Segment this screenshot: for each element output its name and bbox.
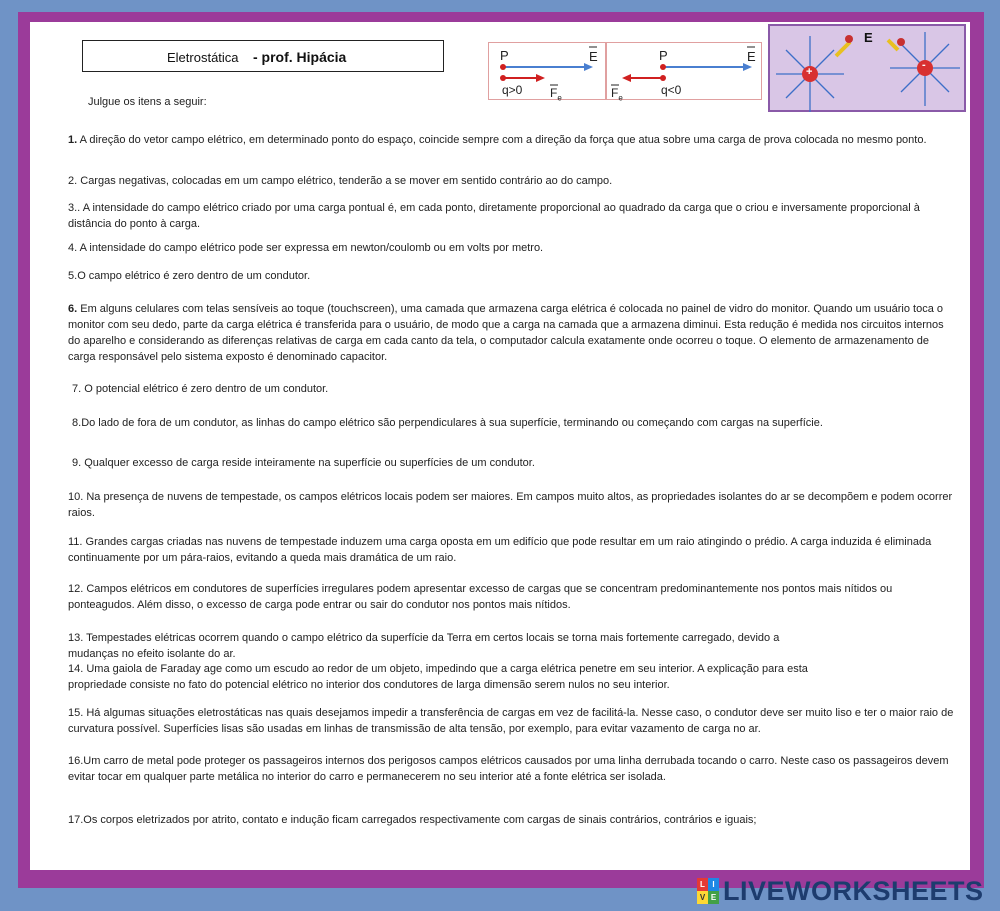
test-charge-arrow bbox=[836, 42, 850, 56]
worksheet-page bbox=[30, 22, 970, 870]
logo-wordmark: LIVEWORKSHEETS bbox=[723, 875, 984, 906]
field-label: E bbox=[747, 49, 756, 64]
statement-4: 4. A intensidade do campo elétrico pode ser expressa em newton/coulomb ou em volts por metro. bbox=[68, 242, 544, 254]
statement-1: 1. A direção do vetor campo elétrico, em determinado ponto do espaço, coincide sempre com a direção da força que atua sobre uma carga de prova colocada no mesmo ponto. bbox=[68, 134, 927, 146]
statement-5: 5.O campo elétrico é zero dentro de um condutor. bbox=[68, 270, 311, 282]
statement-2: 2. Cargas negativas, colocadas em um campo elétrico, tenderão a se mover em sentido contrário ao do campo. bbox=[68, 175, 613, 187]
statement-15: 15. Há algumas situações eletrostáticas nas quais desejamos impedir a transferência de cargas em vez de facilitá-la. Nesse caso, o condutor deve ser muito liso e ter o maior raio de curvatura possível. Superfícies lisas são usadas em linhas de transmissão de alta tensão, por exemplo, para evitar vazamento de carga no ar. bbox=[68, 707, 954, 735]
charge-dot bbox=[500, 75, 506, 81]
title-subject: Eletrostática bbox=[167, 50, 239, 65]
statement-11: 11. Grandes cargas criadas nas nuvens de tempestade induzem uma carga oposta em um edifício que pode resultar em um raio atingindo o prédio. A carga induzida é eliminada continuamente por um pára-raios, evitando a queda mais dramática de um raio. bbox=[68, 536, 932, 564]
test-charge bbox=[845, 35, 853, 43]
force-label: $F_e$ bbox=[611, 86, 623, 103]
instructions: Julgue os itens a seguir: bbox=[88, 96, 207, 108]
statement-6: 6. Em alguns celulares com telas sensíveis ao toque (touchscreen), uma camada que armazena carga elétrica é colocada no painel de vidro do monitor. Quando um usuário toca o monitor com seu dedo, parte da carga elétrica é transferida para o usuário, de modo que a carga na camada que a armazena diminui. Esta redução é medida nos circuitos internos do aparelho e considerando as diferenças relativas de carga em cada canto da tela, o computador calcula exatamente onde ocorreu o toque. O elemento de armazenamento de carga responsável pelo sistema exposto é denominado capacitor. bbox=[68, 303, 944, 363]
test-charge-2 bbox=[897, 38, 905, 46]
field-label: E bbox=[589, 49, 598, 64]
negative-sign: - bbox=[922, 59, 926, 71]
point-label: P bbox=[659, 48, 668, 63]
point-label: P bbox=[500, 48, 509, 63]
title-box bbox=[82, 40, 444, 72]
charge-dot bbox=[660, 75, 666, 81]
point-charges-figure bbox=[768, 24, 966, 112]
force-arrowhead bbox=[622, 74, 631, 82]
field-e-label: E bbox=[864, 30, 873, 45]
liveworksheets-logo bbox=[697, 876, 984, 906]
statement-3: 3.. A intensidade do campo elétrico criado por uma carga pontual é, em cada ponto, diretamente proporcional ao quadrado da carga que o criou e inversamente proporcional à distância do ponto à carga. bbox=[68, 202, 920, 230]
test-charge-arrow-2 bbox=[888, 40, 898, 50]
charge-sign-label: q>0 bbox=[502, 83, 523, 97]
point-p-dot bbox=[500, 64, 506, 70]
statement-8: 8.Do lado de fora de um condutor, as linhas do campo elétrico são perpendiculares à sua superfície, terminando ou começando com cargas na superfície. bbox=[72, 417, 823, 429]
field-force-diagram-negative bbox=[606, 42, 762, 103]
force-arrowhead bbox=[536, 74, 545, 82]
statement-14: 14. Uma gaiola de Faraday age como um escudo ao redor de um objeto, impedindo que a carga elétrica penetre em seu interior. A explicação para esta propriedade consiste no fato do potencial elétrico no interior dos condutores de larga dimensão serem nulos no seu interior. bbox=[68, 663, 808, 691]
force-label: $F_e$ bbox=[550, 86, 562, 103]
statement-10: 10. Na presença de nuvens de tempestade, os campos elétricos locais podem ser maiores. Em campos muito altos, as propriedades isolantes do ar se decompõem e podem ocorrer raios. bbox=[68, 491, 953, 519]
title-teacher: - prof. Hipácia bbox=[253, 49, 347, 65]
logo-badge: L I V E bbox=[697, 878, 719, 904]
field-arrowhead bbox=[743, 63, 752, 71]
point-p-dot bbox=[660, 64, 666, 70]
statement-12: 12. Campos elétricos em condutores de superfícies irregulares podem apresentar excesso de cargas que se concentram predominantemente nos pontos mais nítidos ou ponteagudos. Além disso, o excesso de carga pode entrar ou sair do condutor nos pontos mais nítidos. bbox=[68, 583, 893, 611]
statement-13: 13. Tempestades elétricas ocorrem quando o campo elétrico da superfície da Terra em certos locais se torna mais fortemente carregado, devido a mudanças no efeito isolante do ar. bbox=[68, 632, 780, 660]
statement-9: 9. Qualquer excesso de carga reside inteiramente na superfície ou superfícies de um condutor. bbox=[72, 457, 535, 469]
field-force-diagram-positive bbox=[488, 42, 606, 103]
statement-17: 17.Os corpos eletrizados por atrito, contato e indução ficam carregados respectivamente com cargas de sinais contrários, contrários e iguais; bbox=[68, 814, 757, 826]
arrows-negative bbox=[607, 43, 763, 101]
field-arrowhead bbox=[584, 63, 593, 71]
positive-sign: + bbox=[806, 66, 813, 78]
statement-16: 16.Um carro de metal pode proteger os passageiros internos dos perigosos campos elétricos causados por uma linha derrubada tocando o carro. Neste caso os passageiros devem evitar tocar em qualquer parte metálica no interior do carro e permanecerem no seu interior até a fonte elétrica ser isolada. bbox=[68, 755, 949, 783]
charge-sign-label: q<0 bbox=[661, 83, 682, 97]
statement-7: 7. O potencial elétrico é zero dentro de um condutor. bbox=[72, 383, 329, 395]
